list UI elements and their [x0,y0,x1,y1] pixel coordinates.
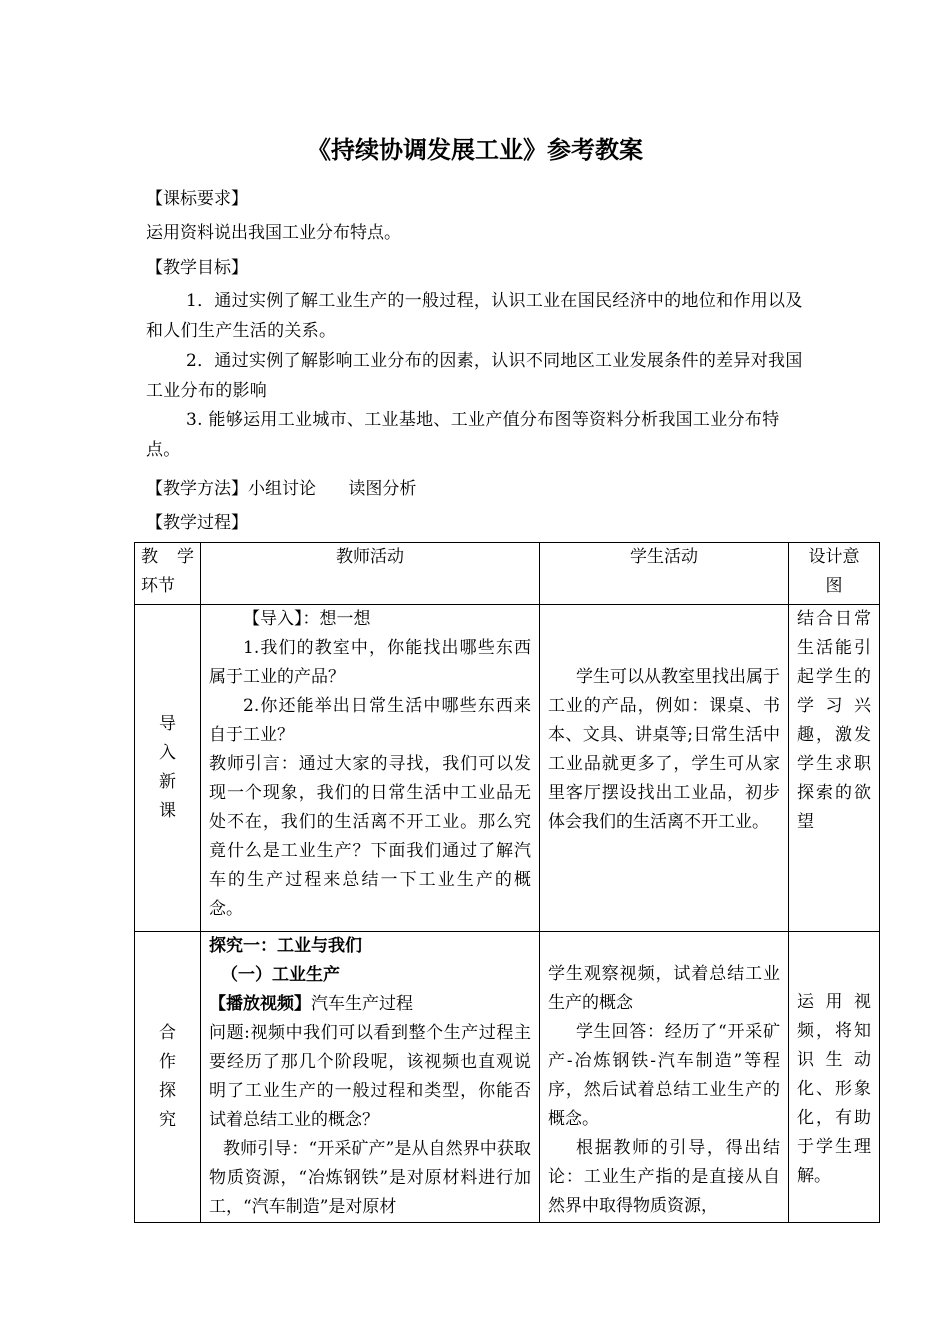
stage-char: 入 [159,743,176,763]
header-student: 学生活动 [540,543,789,605]
student-cell-intro [540,605,789,932]
video-line [209,990,531,1019]
teacher-guide-text: 教师引导：“开采矿产”是从自然界中获取物质资源，“冶炼钢铁”是对原材料进行加工，“汽车制造”是对原材 [209,1139,531,1217]
process-heading: 【教学过程】 [146,513,248,533]
video-tag: 【播放视频】 [209,994,311,1014]
stage-cell-explore [135,932,201,1223]
goals-heading: 【教学目标】 [146,258,248,278]
teacher-cell-explore [201,932,540,1223]
header-design: 设计意图 [789,543,880,605]
student-text-3: 根据教师的引导，得出结论：工业生产指的是直接从自然界中取得物质资源， [548,1138,780,1216]
stage-char: 作 [159,1052,176,1072]
goal-item-2: 2．通过实例了解影响工业分布的因素，认识不同地区工业发展条件的差异对我国工业分布的影响 [146,351,803,401]
teacher-question-2: 2.你还能举出日常生活中哪些东西来自于工业？ [209,696,531,745]
stage-char: 探 [159,1081,176,1101]
standard-text: 运用资料说出我国工业分布特点。 [146,223,401,243]
student-text-1: 学生观察视频，试着总结工业生产的概念 [548,964,780,1013]
goal-item-1: 1．通过实例了解工业生产的一般过程，认识工业在国民经济中的地位和作用以及和人们生产生活的关系。 [146,291,803,341]
document-title: 《持续协调发展工业》参考教案 [307,135,643,164]
standard-heading: 【课标要求】 [146,189,248,209]
explore-subheading: （一）工业生产 [221,965,340,985]
goal-item-3: 3. 能够运用工业城市、工业基地、工业产值分布图等资料分析我国工业分布特点。 [146,410,780,460]
stage-char: 课 [159,801,176,821]
process-table [134,542,880,1223]
teacher-question-text: 问题:视频中我们可以看到整个生产过程主要经历了那几个阶段呢，该视频也直观说明了工业生产的一般过程和类型，你能否试着总结工业的概念？ [209,1023,531,1130]
student-cell-explore [540,932,789,1223]
stage-char: 导 [159,714,176,734]
student-text-intro: 学生可以从教室里找出属于工业的产品，例如：课桌、书本、文具、讲桌等;日常生活中工业品就更多了，学生可从家里客厅摆设找出工业品，初步体会我们的生活离不开工业。 [548,667,780,832]
stage-char: 合 [159,1023,176,1043]
stage-char: 新 [159,772,176,792]
table-row [135,932,880,1223]
method-line: 【教学方法】小组讨论 读图分析 [146,479,417,499]
teacher-question-1: 1.我们的教室中，你能找出哪些东西属于工业的产品？ [209,638,531,687]
design-text-explore: 运用视频，将知识生动化、形象化，有助于学生理解。 [797,992,871,1186]
design-text-intro: 结合日常生活能引起学生的学习兴趣，激发学生求职探索的欲望 [797,609,871,832]
teacher-lead-text: 教师引言：通过大家的寻找，我们可以发现一个现象，我们的日常生活中工业品无处不在，我们的生活离不开工业。那么究竟什么是工业生产？下面我们通过了解汽车的生产过程来总结一下工业生产的概念。 [209,754,531,919]
table-header-row [135,543,880,605]
header-stage: 教 学 环节 [135,543,201,605]
design-cell-explore [789,932,880,1223]
teacher-cell-intro [201,605,540,932]
explore-heading: 探究一：工业与我们 [209,936,362,956]
header-teacher: 教师活动 [201,543,540,605]
stage-char: 究 [159,1110,176,1130]
stage-cell-intro [135,605,201,932]
table-row [135,605,880,932]
teacher-intro-label: 【导入】：想一想 [243,609,371,629]
video-text: 汽车生产过程 [311,994,413,1014]
design-cell-intro [789,605,880,932]
student-text-2: 学生回答：经历了“开采矿产-冶炼钢铁-汽车制造”等程序，然后试着总结工业生产的概念。 [548,1022,780,1129]
